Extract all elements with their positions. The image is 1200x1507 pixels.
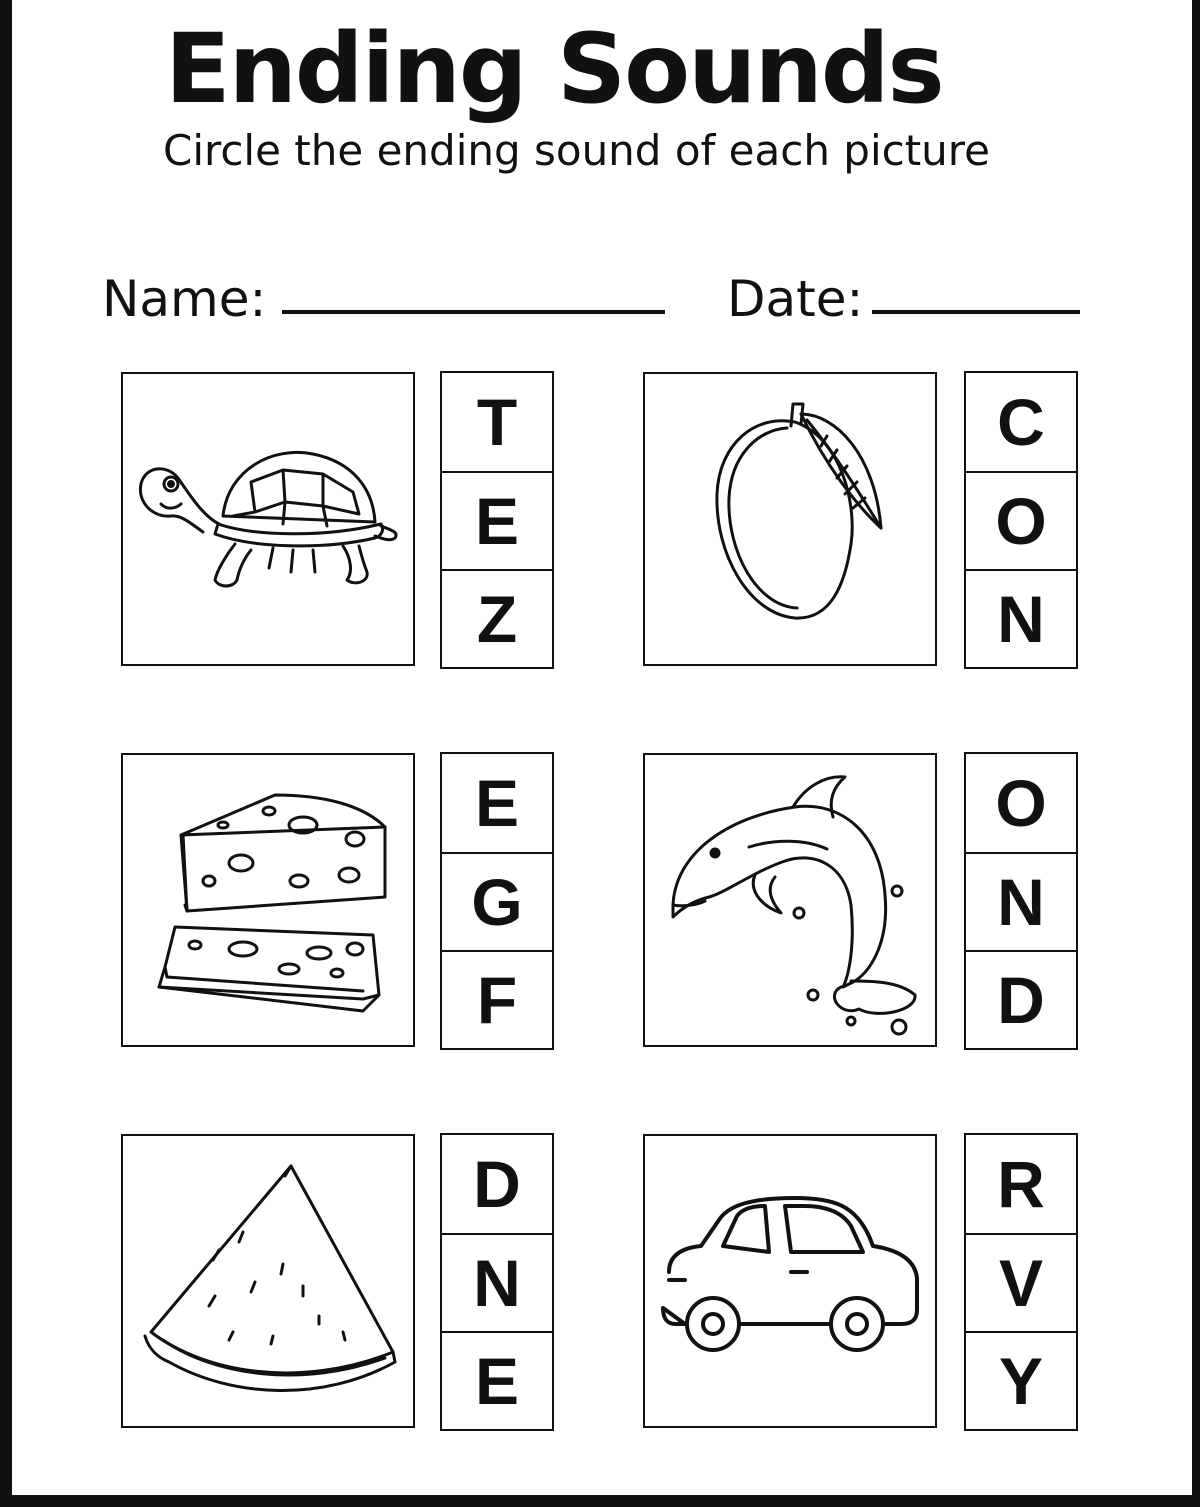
letter-choice[interactable]: N bbox=[966, 852, 1076, 950]
letter-choice[interactable]: N bbox=[966, 569, 1076, 667]
dolphin-icon bbox=[645, 755, 935, 1045]
picture-box-turtle bbox=[121, 372, 415, 666]
letter-choice[interactable]: T bbox=[476, 384, 518, 459]
letter-choice[interactable]: O bbox=[995, 765, 1047, 840]
letter-choice[interactable]: V bbox=[966, 1233, 1076, 1331]
letter-choices-mango bbox=[964, 371, 1078, 669]
letter-choices-watermelon bbox=[440, 1133, 554, 1431]
page-title: Ending Sounds bbox=[165, 13, 943, 125]
page-border-left bbox=[0, 0, 12, 1507]
letter-choice[interactable]: D bbox=[473, 1146, 521, 1221]
letter-choices-turtle bbox=[440, 371, 554, 669]
picture-box-car bbox=[643, 1134, 937, 1428]
watermelon-icon bbox=[123, 1136, 413, 1426]
name-field[interactable] bbox=[282, 310, 665, 314]
letter-choice[interactable]: R bbox=[997, 1146, 1045, 1221]
letter-choice[interactable]: C bbox=[997, 384, 1045, 459]
date-field[interactable] bbox=[872, 310, 1080, 314]
page-border-bottom bbox=[0, 1495, 1200, 1507]
picture-box-dolphin bbox=[643, 753, 937, 1047]
letter-choice[interactable]: Z bbox=[442, 569, 552, 667]
letter-choices-dolphin bbox=[964, 752, 1078, 1050]
page-border-right bbox=[1192, 0, 1200, 1507]
name-label: Name: bbox=[102, 270, 267, 328]
letter-choice[interactable]: O bbox=[966, 471, 1076, 569]
letter-choice[interactable]: N bbox=[442, 1233, 552, 1331]
turtle-icon bbox=[123, 374, 413, 664]
letter-choices-car bbox=[964, 1133, 1078, 1431]
letter-choice[interactable]: D bbox=[966, 950, 1076, 1048]
letter-choices-cheese bbox=[440, 752, 554, 1050]
letter-choice[interactable]: Y bbox=[966, 1331, 1076, 1429]
letter-choice[interactable]: E bbox=[442, 1331, 552, 1429]
page-subtitle: Circle the ending sound of each picture bbox=[163, 126, 990, 175]
date-label: Date: bbox=[727, 270, 864, 328]
letter-choice[interactable]: E bbox=[474, 765, 520, 840]
picture-box-mango bbox=[643, 372, 937, 666]
mango-icon bbox=[645, 374, 935, 664]
letter-choice[interactable]: G bbox=[442, 852, 552, 950]
car-icon bbox=[645, 1136, 935, 1426]
picture-box-cheese bbox=[121, 753, 415, 1047]
letter-choice[interactable]: F bbox=[442, 950, 552, 1048]
picture-box-watermelon bbox=[121, 1134, 415, 1428]
cheese-icon bbox=[123, 755, 413, 1045]
letter-choice[interactable]: E bbox=[442, 471, 552, 569]
